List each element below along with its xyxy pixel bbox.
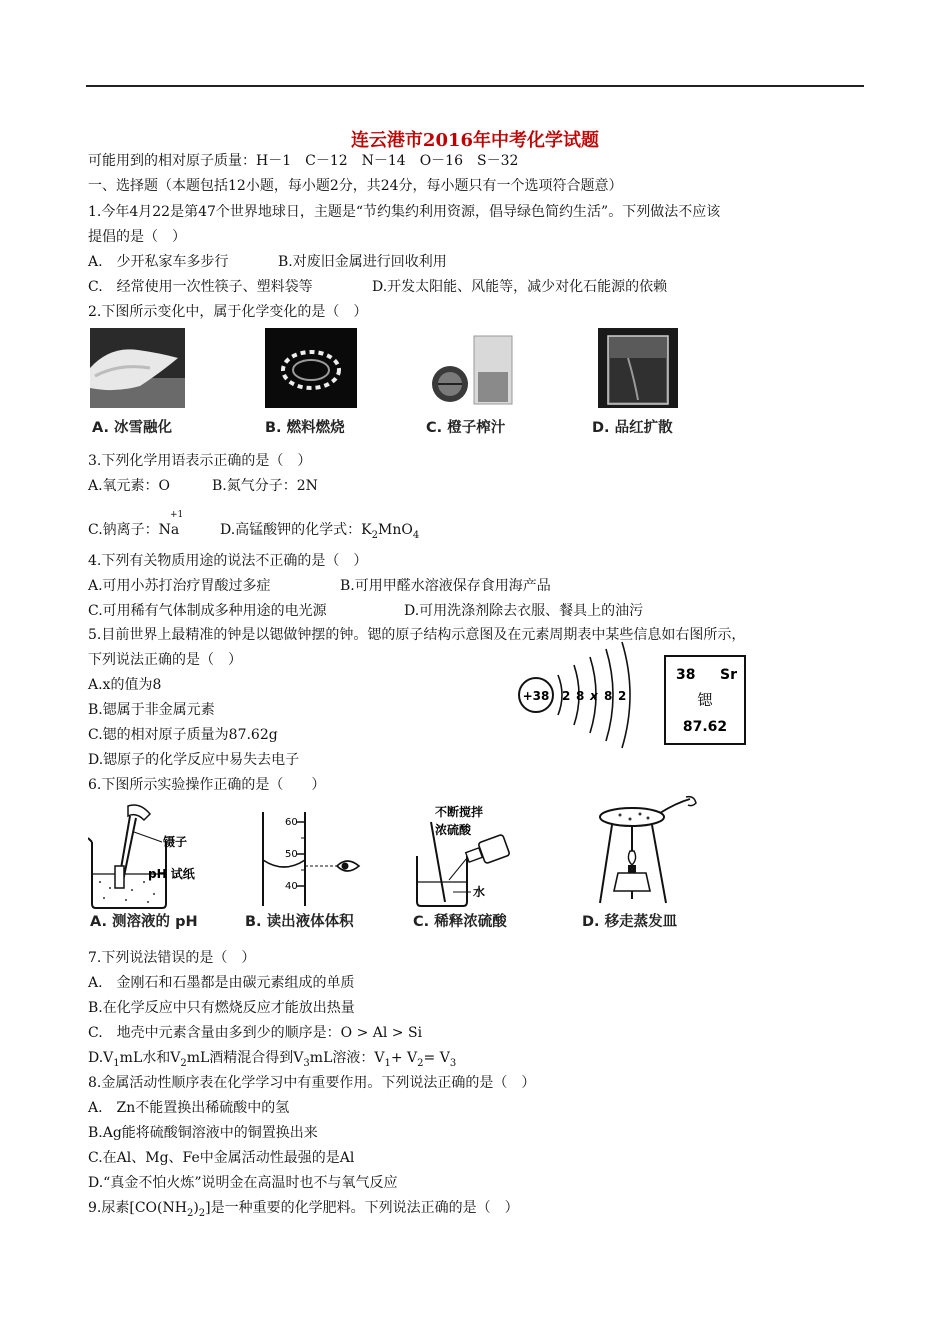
graduated-cylinder-diagram [245,802,365,910]
strontium-atom-diagram [510,640,640,750]
q6-caption-b: B. 读出液体体积 [245,914,354,930]
q6-stem: 6.下图所示实验操作正确的是（ ） [88,777,326,793]
q2-caption-d: D. 品红扩散 [592,420,673,436]
q5-option-b: B.锶属于非金属元素 [88,702,215,718]
stir-label: 不断搅拌 [435,805,484,819]
q3-stem: 3.下列化学用语表示正确的是（ ） [88,453,312,469]
q3-option-c: C.钠离子：Na [88,522,180,538]
gas-flame-photo [265,328,357,408]
tweezers-label: 镊子 [163,835,188,849]
q3-option-a: A.氧元素：O [88,478,171,494]
atomic-number: 38 [676,667,696,683]
shell-2-electrons: 8 [576,689,585,703]
shell-3-electrons: x [590,689,598,703]
q1-option-d: D.开发太阳能、风能等，减少对化石能源的依赖 [372,279,668,295]
orange-juicer-photo [428,328,520,408]
q3-option-d: D.高锰酸钾的化学式：$K_2MnO_4$ [220,522,420,541]
q5-option-a: A.x的值为8 [88,677,162,693]
header-rule [86,85,864,87]
q4-option-a: A.可用小苏打治疗胃酸过多症 [88,578,271,594]
q6-caption-c: C. 稀释浓硫酸 [413,914,507,930]
dye-diffusion-photo [598,328,678,408]
q5-option-d: D.锶原子的化学反应中易失去电子 [88,752,300,768]
q1-option-a: A. 少开私家车多步行 [88,254,229,270]
q4-option-b: B.可用甲醛水溶液保存食用海产品 [340,578,551,594]
evaporating-dish-diagram [590,795,700,910]
q7-stem: 7.下列说法错误的是（ ） [88,950,256,966]
q4-stem: 4.下列有关物质用途的说法不正确的是（ ） [88,553,368,569]
cylinder-mark-40: 40 [285,881,298,892]
ph-test-diagram [88,802,218,910]
cylinder-mark-60: 60 [285,817,298,828]
q2-caption-a: A. 冰雪融化 [92,420,173,436]
atomic-mass-line: 可能用到的相对原子质量：H－1 C－12 N－14 O－16 S－32 [88,153,519,169]
dilution-diagram [405,802,525,910]
exam-title: 连云港市2016年中考化学试题 [350,130,600,151]
q7-option-a: A. 金刚石和石墨都是由碳元素组成的单质 [88,975,355,991]
q6-caption-d: D. 移走蒸发皿 [582,914,678,930]
ice-melting-photo [90,328,185,408]
section-heading: 一、选择题（本题包括12小题，每小题2分，共24分，每小题只有一个选项符合题意） [88,178,623,194]
q8-option-c: C.在Al、Mg、Fe中金属活动性最强的是Al [88,1150,355,1166]
nucleus-charge: +38 [522,689,550,703]
q3-option-b: B.氮气分子：2N [212,478,318,494]
acid-label: 浓硫酸 [435,823,472,837]
cylinder-mark-50: 50 [285,849,298,860]
relative-atomic-mass: 87.62 [682,719,728,735]
q3-charge: +1 [170,510,184,520]
element-name: 锶 [697,691,713,709]
q9-stem: 9.尿素$[CO(NH_2)_2]$是一种重要的化学肥料。下列说法正确的是（ ） [88,1200,519,1219]
shell-5-electrons: 2 [618,689,627,703]
q5-stem: 5.目前世界上最精准的钟是以锶做钟摆的钟。锶的原子结构示意图及在元素周期表中某些信息如右图所示， [88,627,746,643]
q4-option-d: D.可用洗涤剂除去衣服、餐具上的油污 [404,603,644,619]
q7-option-d: $D.V_1mL$水和$V_2mL$酒精混合得到$V_3mL$溶液：$V_1+ V_2= V_3$ [88,1050,457,1069]
q1-stem-cont: 提倡的是（ ） [88,229,186,245]
q1-option-b: B.对废旧金属进行回收利用 [278,254,447,270]
q8-stem: 8.金属活动性顺序表在化学学习中有重要作用。下列说法正确的是（ ） [88,1075,536,1091]
shell-4-electrons: 8 [604,689,613,703]
shell-1-electrons: 2 [562,689,571,703]
q4-option-c: C.可用稀有气体制成多种用途的电光源 [88,603,327,619]
q2-caption-c: C. 橙子榨汁 [426,420,506,436]
q6-caption-a: A. 测溶液的 pH [90,914,198,930]
q1-option-c: C. 经常使用一次性筷子、塑料袋等 [88,279,313,295]
q5-option-c: C.锶的相对原子质量为87.62g [88,727,278,743]
q5-stem-cont: 下列说法正确的是（ ） [88,652,242,668]
water-label: 水 [473,885,486,899]
q8-option-a: A. Zn不能置换出稀硫酸中的氢 [88,1100,290,1116]
q8-option-b: B.Ag能将硫酸铜溶液中的铜置换出来 [88,1125,318,1141]
q7-option-b: B.在化学反应中只有燃烧反应才能放出热量 [88,1000,355,1016]
q8-option-d: D.“真金不怕火炼”说明金在高温时也不与氧气反应 [88,1175,398,1191]
q2-stem: 2.下图所示变化中，属于化学变化的是（ ） [88,304,368,320]
q2-caption-b: B. 燃料燃烧 [265,420,345,436]
q1-stem: 1.今年4月22是第47个世界地球日，主题是“节约集约利用资源，倡导绿色简约生活”。下列做法不应该 [88,204,721,220]
periodic-table-cell [664,655,746,745]
element-symbol: Sr [720,667,737,683]
ph-paper-label: pH 试纸 [148,867,195,881]
q7-option-c: C. 地壳中元素含量由多到少的顺序是：O > Al > Si [88,1025,423,1041]
